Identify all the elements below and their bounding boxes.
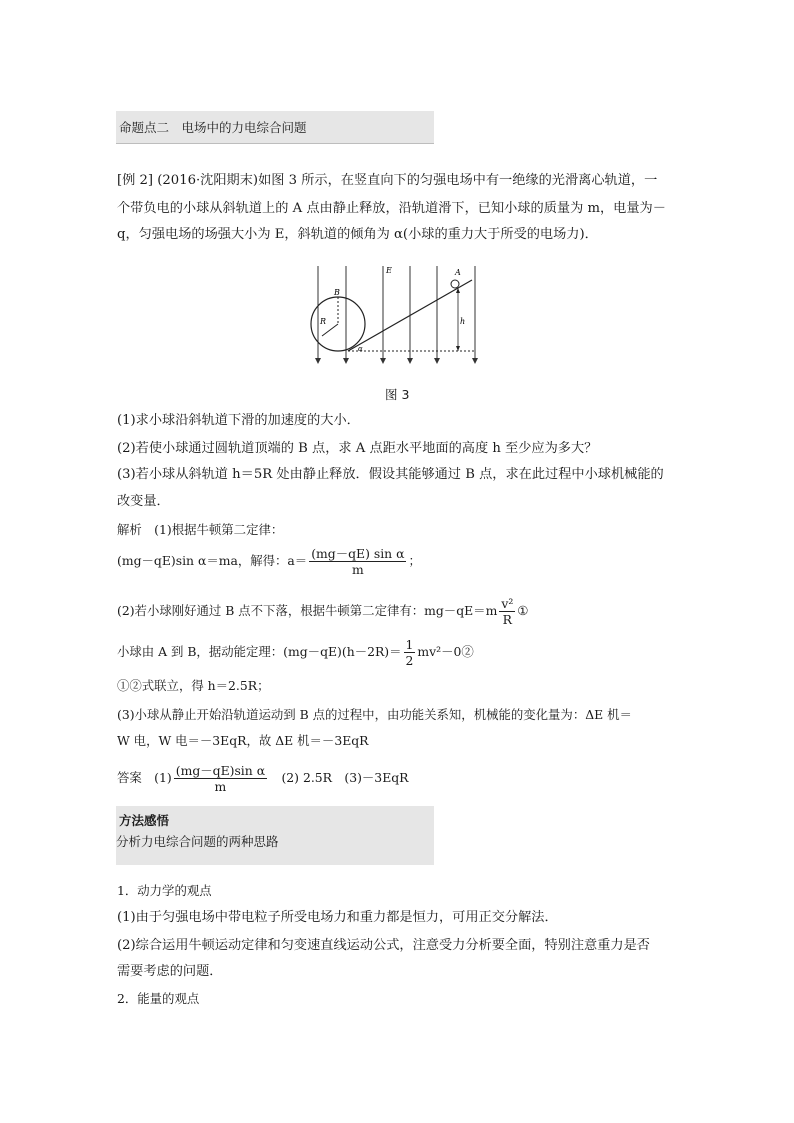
eq1-left: (mg－qE)sin α＝ma，解得：a＝ (117, 553, 308, 568)
method-box (116, 806, 434, 865)
eq1-fraction (309, 546, 406, 577)
example-line-2: 个带负电的小球从斜轨道上的 A 点由静止释放，沿轨道滑下，已知小球的质量为 m，电量为－ (117, 201, 666, 216)
section-header (116, 111, 434, 144)
point-1-2-cont: 需要考虑的问题． (117, 964, 223, 979)
figure-caption: 图 3 (385, 387, 410, 402)
label-h: h (460, 317, 466, 326)
label-B: B (334, 288, 340, 297)
ball-icon (451, 280, 459, 288)
answer-den: m (214, 779, 227, 794)
field-lines (318, 266, 475, 362)
solution-intro: 解析 (1)根据牛顿第二定律： (117, 522, 284, 537)
eq1-num: (mg－qE) sin α (311, 546, 405, 561)
question-3: (3)若小球从斜轨道 h＝5R 处由静止释放．假设其能够通过 B 点，求在此过程中小球机械能的 (117, 467, 664, 482)
method-subtitle: 分析力电综合问题的两种思路 (116, 834, 279, 849)
answer-fraction (174, 763, 267, 794)
solution-eq-2 (117, 596, 528, 627)
eq2-end: ① (517, 603, 529, 618)
example-text-1: 如图 3 所示，在竖直向下的匀强电场中有一绝缘的光滑离心轨道，一 (258, 173, 658, 188)
point-1-1: (1)由于匀强电场中带电粒子所受电场力和重力都是恒力，可用正交分解法． (117, 910, 558, 925)
label-A: A (455, 268, 461, 277)
label-E: E (386, 266, 392, 275)
example-tag: [例 2] (117, 173, 154, 188)
eq2-left: (2)若小球刚好通过 B 点不下落，根据牛顿第二定律有：mg－qE＝m (117, 603, 498, 618)
eq2-fraction (499, 596, 515, 627)
figure-3-diagram (300, 258, 500, 368)
eq3-num: 1 (405, 637, 414, 652)
question-3-cont: 改变量． (117, 494, 170, 509)
eq3-den: 2 (405, 653, 414, 668)
solution-eq-1 (117, 546, 421, 577)
answer-label: 答案 (1) (117, 770, 172, 785)
eq3-end: mv²－0② (417, 644, 474, 659)
question-1: (1)求小球沿斜轨道下滑的加速度的大小． (117, 413, 360, 428)
answer-rest: (2) 2.5R (3)－3EqR (269, 770, 409, 785)
solution-eq-4: ①②式联立，得 h＝2.5R； (117, 678, 270, 693)
solution-eq-3 (117, 637, 474, 668)
height-arrow-bottom (456, 346, 460, 351)
solution-eq-6: W 电，W 电＝－3EqR，故 ΔE 机＝－3EqR (117, 733, 369, 748)
eq1-end: ； (408, 553, 421, 568)
point-1-2: (2)综合运用牛顿运动定律和匀变速直线运动公式，注意受力分析要全面，特别注意重力是否 (117, 938, 650, 953)
section-title: 命题点二 电场中的力电综合问题 (119, 120, 307, 135)
field-arrowheads (315, 358, 478, 364)
answer-line (117, 763, 409, 794)
solution-eq-5: (3)小球从静止开始沿轨道运动到 B 点的过程中，由功能关系知，机械能的变化量为：ΔE 机＝ (117, 707, 632, 722)
eq3-left: 小球由 A 到 B，据动能定理：(mg－qE)(h－2R)＝ (117, 644, 402, 659)
point-heading-1: 1．动力学的观点 (117, 883, 212, 898)
example-line-3: q，匀强电场的场强大小为 E，斜轨道的倾角为 α(小球的重力大于所受的电场力)． (117, 227, 598, 242)
example-source: (2016·沈阳期末) (157, 173, 259, 188)
example-line-1 (117, 172, 657, 190)
eq2-den: R (502, 612, 512, 627)
eq2-num: v² (501, 596, 514, 611)
point-heading-2: 2．能量的观点 (117, 991, 200, 1006)
method-title: 方法感悟 (119, 813, 170, 828)
label-R: R (320, 317, 327, 326)
eq1-den: m (351, 562, 364, 577)
label-alpha: α (358, 345, 363, 353)
eq3-fraction (404, 637, 416, 668)
answer-num: (mg－qE)sin α (175, 763, 266, 778)
question-2: (2)若使小球通过圆轨道顶端的 B 点，求 A 点距水平地面的高度 h 至少应为多大？ (117, 441, 598, 456)
